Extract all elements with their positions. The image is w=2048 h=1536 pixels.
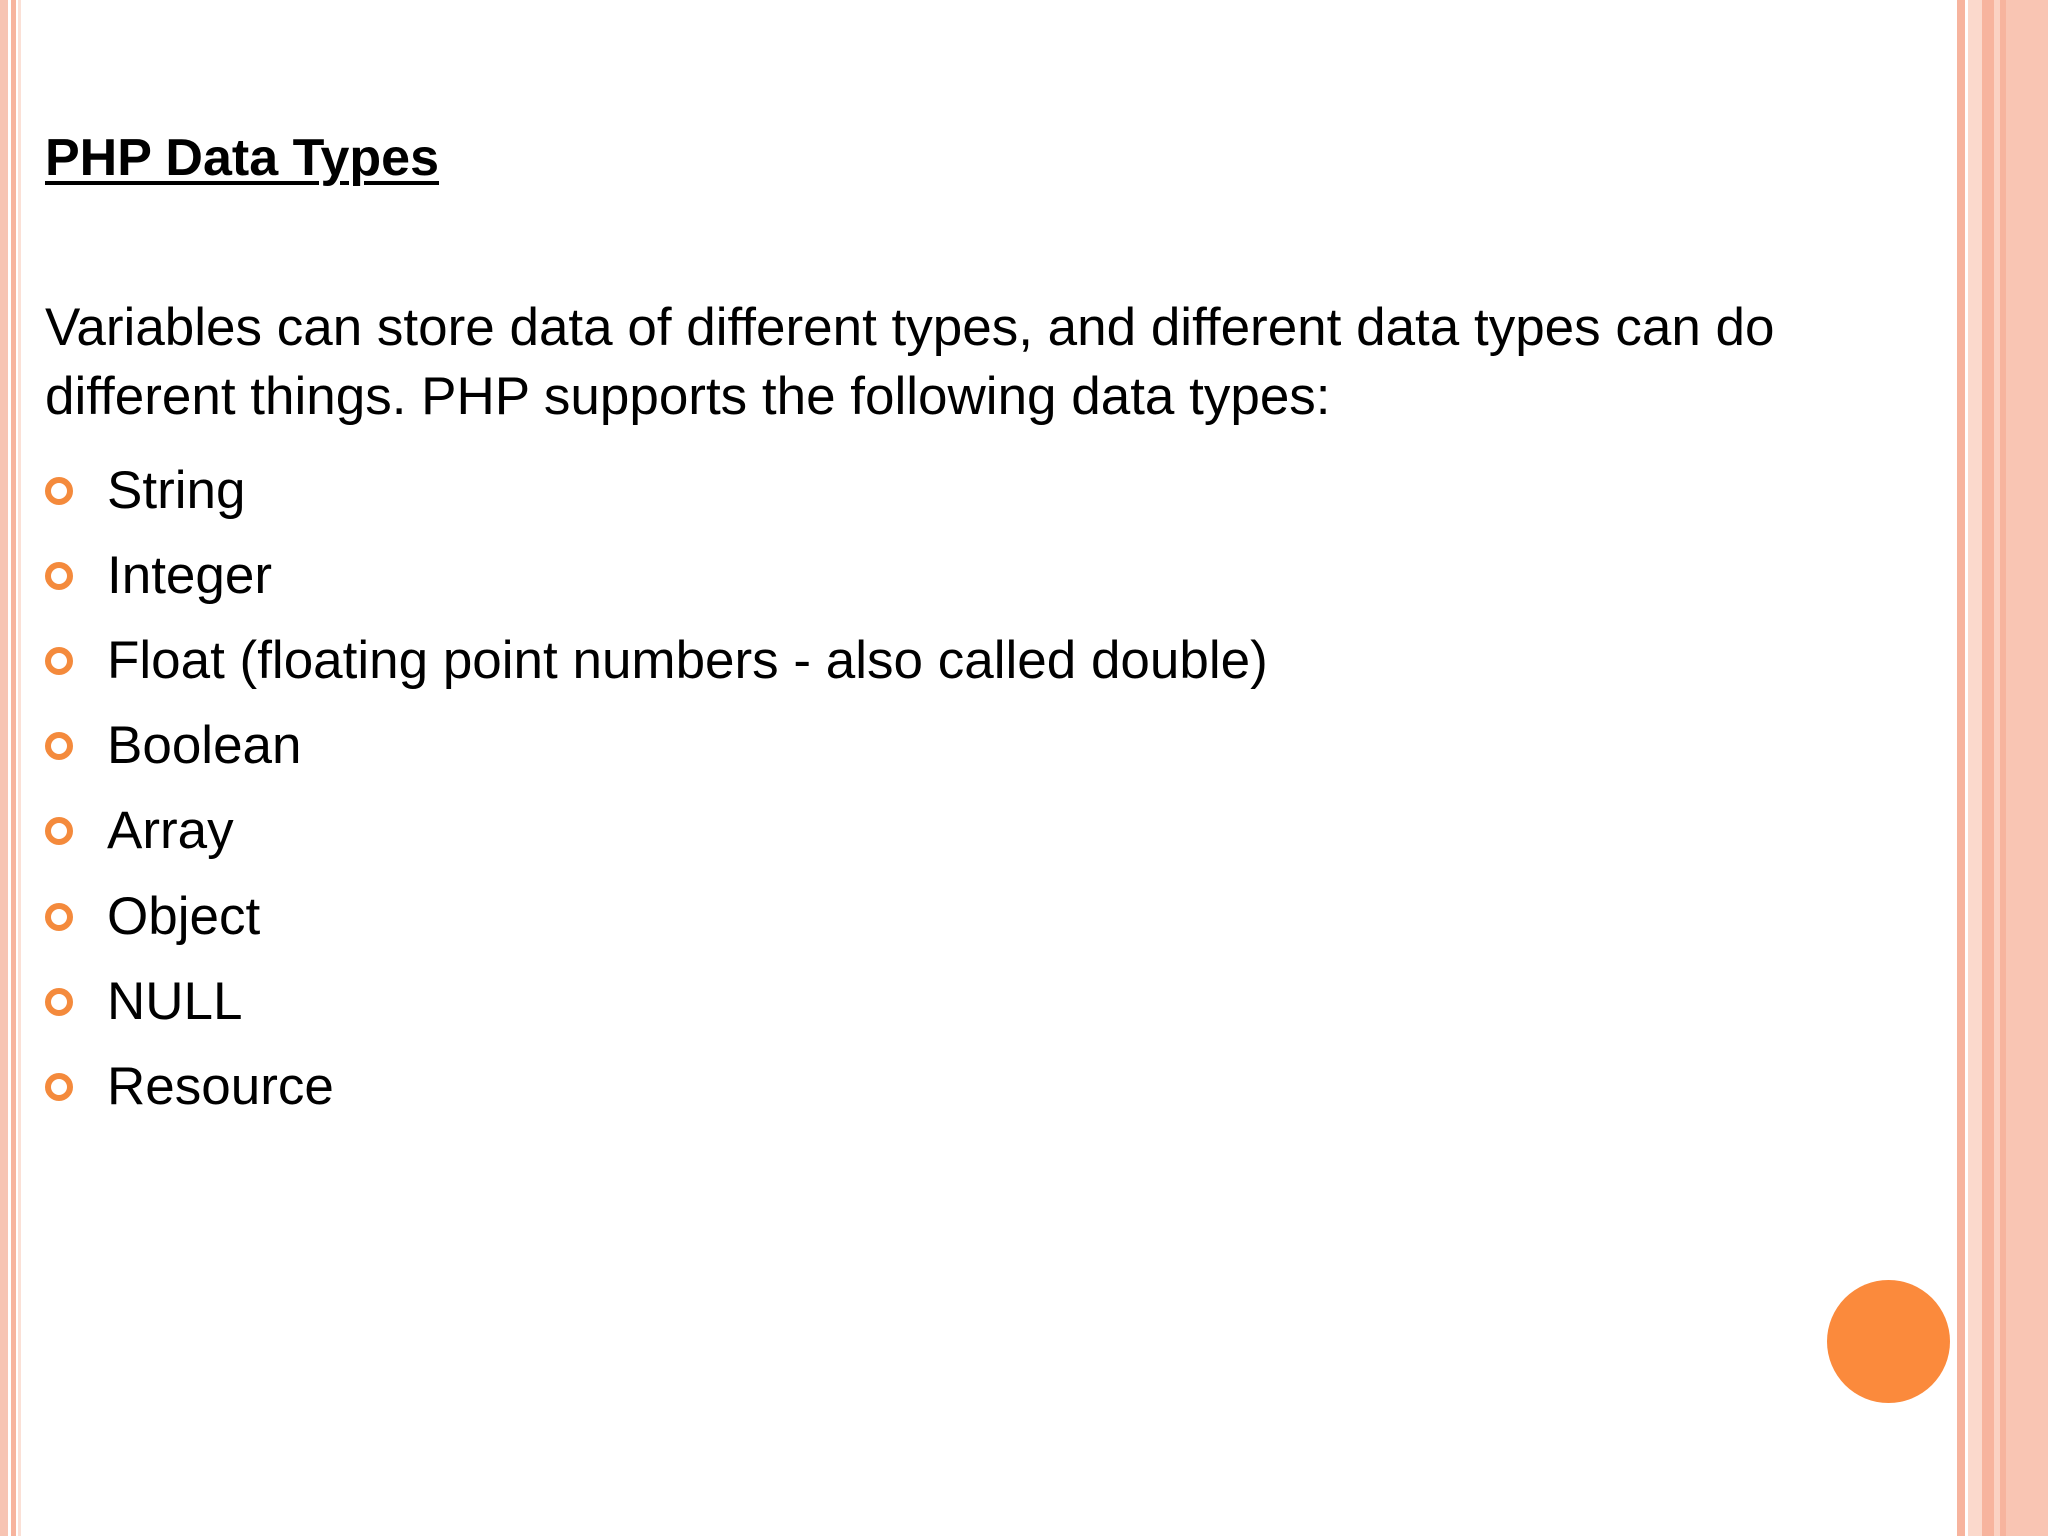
list-item [45,533,1268,618]
decorative-circle-icon [1827,1280,1950,1403]
slide-title: PHP Data Types [45,129,440,187]
left-border-stripe [11,0,16,1536]
list-item-text: Object [107,886,261,946]
right-border-stripe [2006,0,2048,1536]
list-item-text: Boolean [107,716,302,776]
ring-bullet-icon [45,477,73,505]
ring-bullet-icon [45,903,73,931]
right-border-stripe [1994,0,2000,1536]
right-border-stripe [1968,0,1982,1536]
list-item-text: Float (floating point numbers - also called double) [107,630,1268,690]
ring-bullet-icon [45,817,73,845]
list-item-text: String [107,460,246,520]
ring-bullet-icon [45,1073,73,1101]
list-item-text: Resource [107,1056,334,1116]
right-border-stripe [1957,0,1965,1536]
list-item-text: NULL [107,971,243,1031]
ring-bullet-icon [45,988,73,1016]
intro-paragraph: Variables can store data of different types, and different data types can do different things. PHP supports the following data types: [45,298,1775,426]
ring-bullet-icon [45,562,73,590]
ring-bullet-icon [45,732,73,760]
list-item [45,704,1268,789]
data-types-list [45,448,1268,1130]
ring-bullet-icon [45,647,73,675]
list-item [45,1044,1268,1129]
list-item [45,618,1268,703]
list-item [45,448,1268,533]
left-border-stripe [18,0,21,1536]
list-item-text: Integer [107,545,273,605]
list-item [45,874,1268,959]
left-border-stripe [0,0,8,1536]
list-item [45,959,1268,1044]
list-item-text: Array [107,801,234,861]
list-item [45,789,1268,874]
